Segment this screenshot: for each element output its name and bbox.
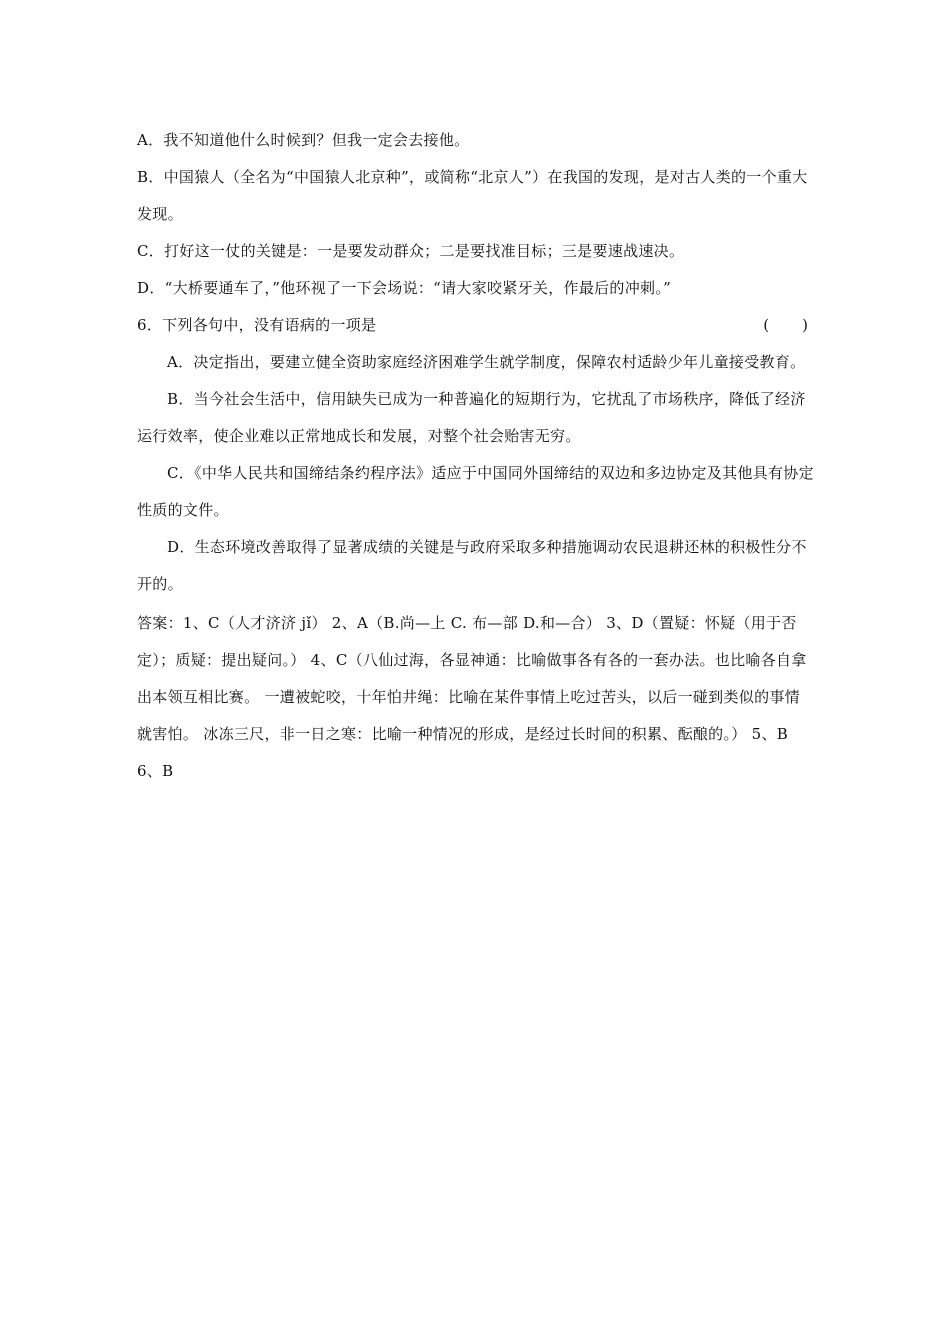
document-content [137, 122, 815, 790]
q6-option-c: C．《中华人民共和国缔结条约程序法》适应于中国同外国缔结的双边和多边协定及其他具有协定性质的文件。 [137, 464, 814, 519]
q5-option-d: D．“大桥要通车了，”他环视了一下会场说：“请大家咬紧牙关，作最后的冲刺。” [137, 279, 672, 297]
answer-section [137, 605, 815, 790]
q5-option-c: C．打好这一仗的关键是：一是要发动群众；二是要找准目标；三是要速战速决。 [137, 242, 685, 260]
q5-option-a: A．我不知道他什么时候到？但我一定会去接他。 [137, 131, 470, 149]
q6-stem-row [137, 307, 815, 344]
q6-answer-bracket: ( ) [763, 316, 809, 334]
q6-option-d: D．生态环境改善取得了显著成绩的关键是与政府采取多种措施调动农民退耕还林的积极性分不开的。 [137, 538, 807, 593]
q6-option-b: B．当今社会生活中，信用缺失已成为一种普遍化的短期行为，它扰乱了市场秩序，降低了经济运行效率，使企业难以正常地成长和发展，对整个社会贻害无穷。 [137, 390, 806, 445]
q6-option-a: A．决定指出，要建立健全资助家庭经济困难学生就学制度，保障农村适龄少年儿童接受教育。 [167, 353, 806, 371]
answer-text: 答案：1、C（人才济济 jǐ） 2、A（B.尚—上 C. 布—部 D.和—合） 3、D（置疑：怀疑（用于否定）；质疑：提出疑问。） 4、C（八仙过海，各显神通：比喻做事各有各的一套办法。也比喻各自拿出本领互相比赛。 一遭被蛇咬，十年怕井绳：比喻在某件事情上吃过苦头，以后一碰到类似的事情就害怕。 冰冻三尺，非一日之寒：比喻一种情况的形成，是经过长时间的积累、酝酿的。） 5、B 6、B [137, 614, 807, 780]
q5-option-b: B．中国猿人（全名为“中国猿人北京种”，或简称“北京人”）在我国的发现，是对古人类的一个重大发现。 [137, 168, 808, 223]
q6-stem: 6．下列各句中，没有语病的一项是 [137, 316, 377, 334]
